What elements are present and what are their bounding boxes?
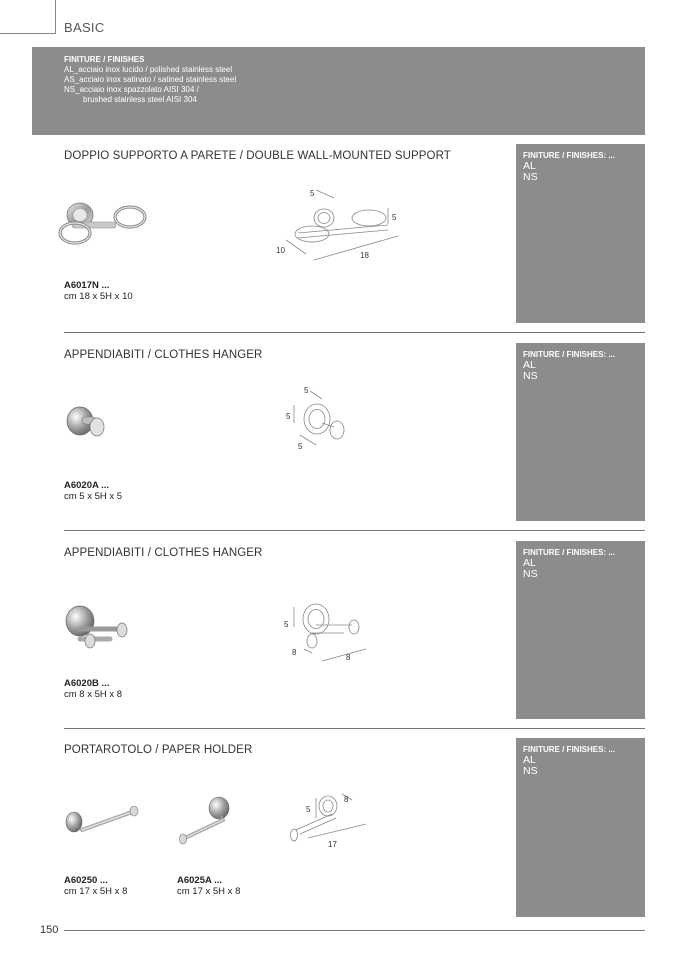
dimension-label: 5 (392, 213, 397, 222)
product-code-block (64, 480, 122, 502)
finishes-box (516, 343, 645, 521)
finish-option: AL (523, 359, 536, 371)
finishes-legend-banner (32, 47, 645, 135)
dimension-label: 5 (298, 442, 303, 451)
finishes-box (516, 541, 645, 719)
product-clothes-hanger-b (64, 541, 645, 721)
dimension-label: 10 (276, 246, 285, 255)
section-divider (64, 728, 645, 729)
dimension-label: 5 (310, 189, 315, 198)
product-code-block (64, 678, 122, 700)
product-size: cm 8 x 5H x 8 (64, 689, 123, 700)
dimension-label: 5 (286, 412, 291, 421)
product-code-block (64, 875, 127, 897)
dimension-label: 18 (360, 251, 369, 260)
product-title: APPENDIABITI / CLOTHES HANGER (64, 349, 263, 361)
product-technical-drawing (286, 788, 376, 856)
product-size: cm 17 x 5H x 8 (177, 886, 241, 897)
finishes-box (516, 738, 645, 917)
finish-option: AL (523, 160, 536, 172)
product-title: DOPPIO SUPPORTO A PARETE / DOUBLE WALL-MOUNTED SUPPORT (64, 150, 451, 162)
page-number: 150 (40, 924, 59, 936)
product-title: PORTAROTOLO / PAPER HOLDER (64, 744, 253, 756)
finish-option: NS (523, 765, 538, 777)
product-photo (177, 794, 239, 846)
finishes-box (516, 144, 645, 323)
dimension-label: 5 (304, 386, 309, 395)
finish-option: AL (523, 557, 536, 569)
product-size: cm 17 x 5H x 8 (64, 886, 128, 897)
product-photo (64, 802, 144, 842)
product-technical-drawing (268, 184, 408, 274)
dimension-label: 8 (346, 653, 351, 662)
section-title: BASIC (64, 20, 105, 35)
product-code: A6020A ... (64, 480, 110, 491)
dimension-label: 8 (344, 795, 349, 804)
finishes-legend-line: AL_acciaio inox lucido / polished stainless steel (64, 65, 233, 74)
product-size: cm 18 x 5H x 10 (64, 291, 133, 302)
product-photo (64, 403, 108, 443)
dimension-label: 8 (292, 648, 297, 657)
finishes-box-title: FINITURE / FINISHES: ... (523, 548, 616, 557)
corner-frame (0, 0, 56, 34)
dimension-label: 17 (328, 840, 337, 849)
section-divider (64, 332, 645, 333)
product-clothes-hanger-a (64, 343, 645, 523)
finishes-box-title: FINITURE / FINISHES: ... (523, 151, 616, 160)
product-code: A6025A ... (177, 875, 223, 886)
product-title: APPENDIABITI / CLOTHES HANGER (64, 547, 263, 559)
section-divider (64, 530, 645, 531)
dimension-label: 5 (284, 620, 289, 629)
footer-rule (64, 930, 645, 931)
finish-option: NS (523, 370, 538, 382)
finishes-box-title: FINITURE / FINISHES: ... (523, 745, 616, 754)
finishes-legend-line: brushed stainless steel AISI 304 (83, 95, 197, 104)
product-photo (58, 198, 148, 250)
product-double-support (64, 144, 645, 324)
product-code-block (64, 280, 133, 302)
finishes-legend-line: AS_acciaio inox satinato / satined stainless steel (64, 75, 237, 84)
finish-option: NS (523, 568, 538, 580)
product-photo (64, 603, 130, 653)
product-size: cm 5 x 5H x 5 (64, 491, 123, 502)
product-code: A6017N ... (64, 280, 110, 291)
finishes-legend-line: NS_acciaio inox spazzolato AISI 304 / (64, 85, 199, 94)
product-paper-holder (64, 738, 645, 918)
dimension-label: 5 (306, 805, 311, 814)
product-technical-drawing (282, 379, 372, 459)
finish-option: AL (523, 754, 536, 766)
product-technical-drawing (282, 601, 372, 665)
finish-option: NS (523, 171, 538, 183)
product-code-block (177, 875, 240, 897)
product-code: A60250 ... (64, 875, 108, 886)
finishes-box-title: FINITURE / FINISHES: ... (523, 350, 616, 359)
finishes-legend-title: FINITURE / FINISHES (64, 55, 145, 64)
product-code: A6020B ... (64, 678, 110, 689)
